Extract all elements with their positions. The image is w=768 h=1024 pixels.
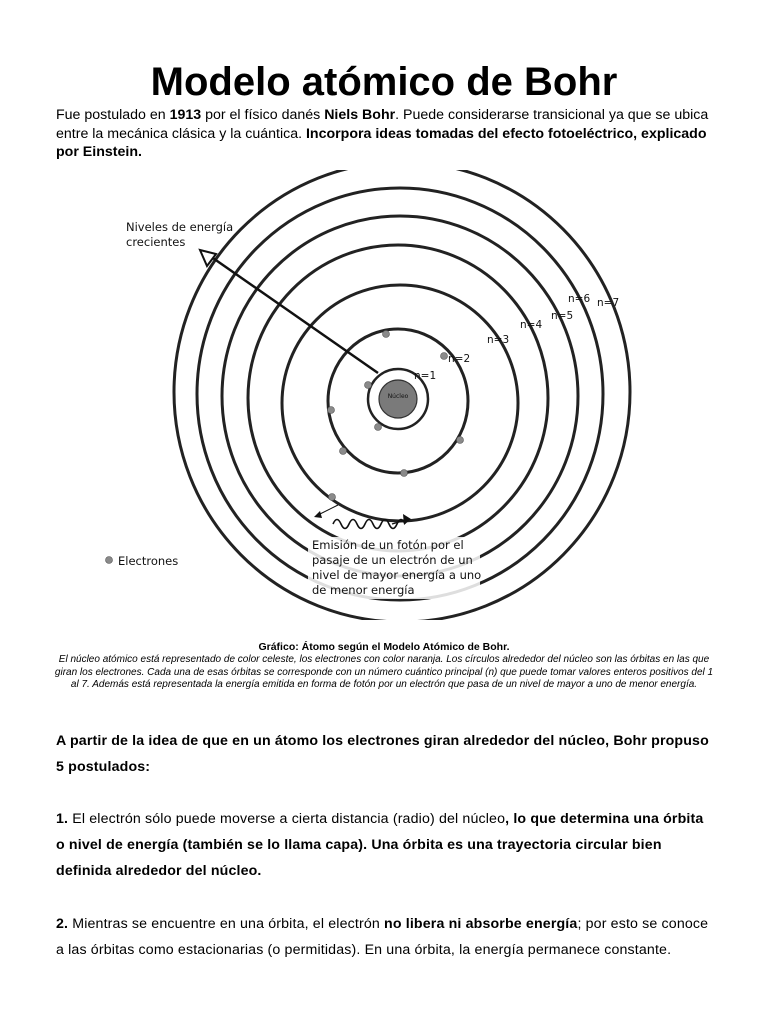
electron: [375, 424, 382, 431]
intro-year: 1913: [169, 107, 202, 123]
postulate-1-text: El electrón sólo puede moverse a cierta distancia (radio) del núcleo: [68, 811, 506, 827]
photon-arrow-head: [403, 514, 411, 525]
orbit-label-n6: n=6: [568, 293, 591, 305]
electron: [329, 494, 336, 501]
electron: [457, 437, 464, 444]
electron: [441, 353, 448, 360]
caption-text: El núcleo atómico está representado de color celeste, los electrones con color naranja. Los círculos alrededor del núcleo son las órbitas en las que giran los electrones. Cada una de esas órbitas se corresponde con un número cuántico principal (n) que puede tomar valores enteros positivos del 1 al 7. Además está representada la energía emitida en forma de fotón por un electrón que pasa de un nivel de mayor a uno de menor energía.: [54, 654, 714, 690]
nucleus-label: Núcleo: [387, 393, 409, 400]
photon-caption-line-1: Emisión de un fotón por el: [312, 538, 464, 552]
electron: [328, 407, 335, 414]
postulate-2: [56, 911, 716, 963]
transition-arrow-head: [314, 511, 322, 518]
postulate-1: [56, 806, 716, 884]
energy-levels-label-1: Niveles de energía: [126, 220, 234, 234]
postulate-2-number: 2.: [56, 916, 69, 932]
energy-arrow-line: [210, 256, 378, 373]
intro-name: Niels Bohr: [324, 107, 396, 123]
intro-paragraph: [56, 106, 726, 162]
postulate-1-number: 1.: [56, 811, 69, 827]
photon-caption-line-3: nivel de mayor energía a uno: [312, 568, 482, 582]
electron: [401, 470, 408, 477]
orbit-label-n4: n=4: [520, 319, 543, 331]
electron: [365, 382, 372, 389]
orbit-label-n2: n=2: [448, 353, 471, 365]
orbit-label-n7: n=7: [597, 297, 620, 309]
lead-paragraph: A partir de la idea de que en un átomo los electrones giran alrededor del núcleo, Bohr propuso 5 postulados:: [56, 733, 709, 775]
orbit-label-n3: n=3: [487, 334, 510, 346]
postulate-1-bold: , lo que determina una órbita o nivel de energía (también se lo llama capa). Una órbita es una trayectoria circular bien definida alrededor del núcleo.: [56, 811, 704, 879]
photon-caption-line-4: de menor energía: [312, 583, 415, 597]
caption-title: Gráfico: Átomo según el Modelo Atómico de Bohr.: [258, 641, 510, 653]
orbit-label-n5: n=5: [551, 310, 574, 322]
postulate-2-bold: no libera ni absorbe energía: [384, 916, 578, 932]
photon-caption-line-2: pasaje de un electrón de un: [312, 553, 473, 567]
intro-text-3: . Puede considerarse transicional ya que se ubica entre la mecánica clásica y la cuántica.: [56, 107, 709, 142]
energy-levels-label-2: crecientes: [126, 235, 186, 249]
postulate-2-text-1: Mientras se encuentre en una órbita, el electrón: [68, 916, 385, 932]
intro-text-1: Fue postulado en: [56, 107, 170, 123]
legend-electron-dot: [106, 557, 113, 564]
legend-label: Electrones: [118, 554, 179, 568]
intro-text-2: por el físico danés: [201, 107, 325, 123]
intro-bold: Incorpora ideas tomadas del efecto fotoeléctrico, explicado por Einstein.: [56, 125, 707, 160]
bohr-atom-diagram: [0, 170, 768, 620]
orbit-label-n1: n=1: [414, 370, 437, 382]
figure-caption: [50, 641, 718, 692]
page-title: Modelo atómico de Bohr: [150, 60, 618, 104]
transition-arrow: [318, 505, 338, 515]
electron: [340, 448, 347, 455]
electron: [383, 331, 390, 338]
postulate-2-text-2: ; por esto se conoce a las órbitas como estacionarias (o permitidas). En una órbita, la energía permanece constante.: [56, 916, 709, 958]
